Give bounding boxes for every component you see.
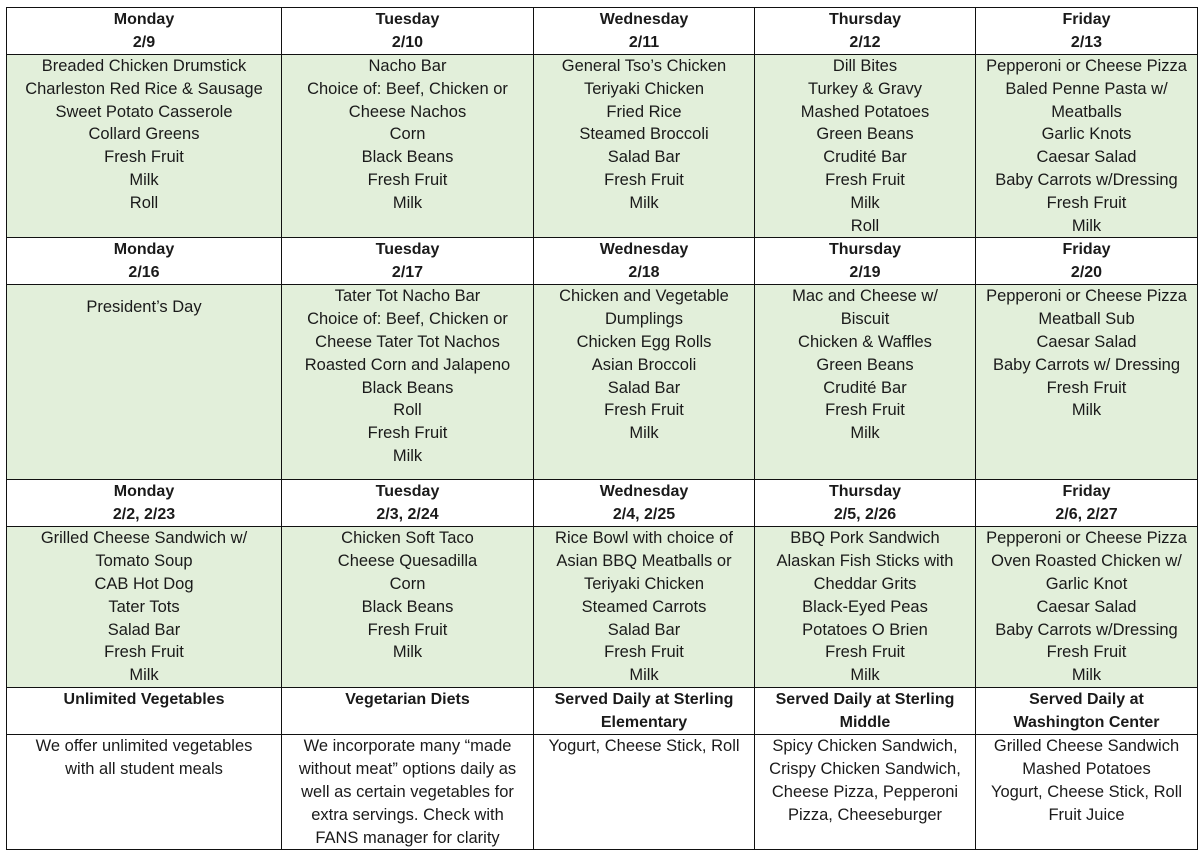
menu-items-cell — [7, 527, 282, 688]
menu-item: CAB Hot Dog — [94, 574, 194, 593]
note-line: We incorporate many “made — [303, 737, 512, 756]
day-date: 2/6, 2/27 — [1055, 505, 1118, 523]
menu-item: Oven Roasted Chicken w/ — [991, 552, 1182, 571]
menu-items-cell — [755, 285, 976, 480]
day-date: 2/10 — [391, 33, 424, 51]
menu-item: Cheese Nachos — [348, 102, 467, 121]
menu-item: Black Beans — [361, 148, 454, 167]
menu-items-cell — [282, 55, 534, 238]
menu-item: Fresh Fruit — [104, 148, 184, 167]
menu-item: Black-Eyed Peas — [802, 597, 928, 616]
menu-item: Roll — [129, 193, 159, 212]
note-title-line: Middle — [839, 713, 891, 731]
note-title-line: Elementary — [600, 713, 688, 731]
menu-item: Steamed Broccoli — [579, 125, 709, 144]
menu-item: Tater Tots — [108, 597, 180, 616]
day-header-cell — [976, 8, 1198, 55]
day-header-cell — [755, 8, 976, 55]
menu-item: Fresh Fruit — [367, 620, 448, 639]
menu-item: Milk — [629, 193, 659, 212]
day-header-row — [7, 480, 1198, 527]
menu-item: Milk — [392, 643, 423, 662]
day-header-cell — [282, 480, 534, 527]
menu-item: Meatballs — [1051, 102, 1122, 121]
menu-item: Potatoes O Brien — [802, 620, 928, 639]
day-name: Friday — [1062, 483, 1111, 501]
day-name: Wednesday — [599, 11, 689, 28]
menu-items-row — [7, 285, 1198, 480]
day-header-cell — [534, 480, 755, 527]
note-line: without meat” options daily as — [298, 760, 517, 779]
menu-item: Chicken Egg Rolls — [576, 332, 712, 351]
day-date: 2/18 — [628, 263, 660, 281]
menu-item: Milk — [1071, 216, 1102, 235]
menu-item: Fresh Fruit — [367, 170, 448, 189]
note-body-cell — [282, 735, 534, 850]
menu-item: Tater Tot Nacho Bar — [334, 287, 481, 306]
menu-item: Rice Bowl with choice of — [555, 529, 733, 548]
menu-item: Black Beans — [361, 378, 454, 397]
note-title-line: Served Daily at Sterling — [554, 691, 734, 709]
menu-item: Green Beans — [816, 355, 914, 374]
note-body-cell — [755, 735, 976, 850]
menu-item: Roasted Corn and Jalapeno — [304, 355, 511, 374]
day-header-cell — [755, 480, 976, 527]
menu-item: Pepperoni or Cheese Pizza — [986, 57, 1187, 75]
day-header-cell — [7, 480, 282, 527]
day-name: Wednesday — [599, 483, 689, 501]
menu-item: Milk — [392, 193, 423, 212]
menu-item: Milk — [129, 170, 159, 189]
menu-item: Grilled Cheese Sandwich w/ — [40, 529, 248, 548]
note-title: Unlimited Vegetables — [63, 691, 225, 709]
note-title: Vegetarian Diets — [345, 691, 470, 709]
menu-items-cell — [976, 55, 1198, 238]
menu-item: President’s Day — [86, 298, 202, 317]
day-date: 2/3, 2/24 — [376, 505, 439, 523]
menu-item: Nacho Bar — [368, 57, 447, 75]
menu-item: Dumplings — [605, 310, 683, 329]
menu-item: Corn — [389, 574, 426, 593]
menu-item: Crudité Bar — [823, 148, 907, 167]
menu-item: Meatball Sub — [1038, 310, 1135, 329]
menu-item: Milk — [1071, 401, 1102, 420]
menu-items-cell — [7, 55, 282, 238]
menu-items-cell — [7, 285, 282, 480]
day-date: 2/11 — [628, 33, 660, 51]
menu-item: Baby Carrots w/ Dressing — [992, 355, 1181, 374]
day-header-cell — [976, 238, 1198, 285]
day-date: 2/2, 2/23 — [112, 505, 176, 523]
menu-items-cell — [534, 55, 755, 238]
menu-items-cell — [282, 527, 534, 688]
day-name: Friday — [1062, 11, 1111, 28]
menu-item: Fresh Fruit — [1046, 193, 1127, 212]
menu-item: Fresh Fruit — [1046, 378, 1127, 397]
menu-items-cell — [755, 527, 976, 688]
day-header-cell — [534, 238, 755, 285]
day-name: Tuesday — [375, 241, 440, 259]
menu-item: Garlic Knots — [1041, 125, 1132, 144]
day-header-row — [7, 238, 1198, 285]
notes-body-row — [7, 735, 1198, 850]
menu-item: Chicken and Vegetable — [559, 287, 729, 306]
menu-item: Baled Penne Pasta w/ — [1005, 79, 1168, 98]
menu-item: Teriyaki Chicken — [583, 79, 705, 98]
menu-items-cell — [755, 55, 976, 238]
day-name: Monday — [113, 241, 175, 259]
menu-items-cell — [534, 527, 755, 688]
note-title-cell — [755, 688, 976, 735]
menu-item: Fresh Fruit — [1046, 643, 1127, 662]
menu-item: Baby Carrots w/Dressing — [995, 170, 1178, 189]
menu-item: Choice of: Beef, Chicken or — [307, 79, 508, 98]
note-line: FANS manager for clarity — [315, 828, 500, 847]
day-name: Thursday — [828, 241, 901, 259]
day-date: 2/5, 2/26 — [833, 505, 897, 523]
menu-items-row — [7, 55, 1198, 238]
day-date: 2/12 — [849, 33, 881, 51]
day-header-cell — [534, 8, 755, 55]
menu-items-cell — [976, 527, 1198, 688]
day-name: Thursday — [828, 483, 901, 501]
note-title-line: Served Daily at — [1029, 691, 1144, 709]
note-title-cell — [534, 688, 755, 735]
menu-item: Sweet Potato Casserole — [55, 102, 233, 121]
menu-item: Chicken & Waffles — [798, 332, 932, 351]
menu-item: Mac and Cheese w/ — [792, 287, 938, 306]
menu-item: Baby Carrots w/Dressing — [995, 620, 1178, 639]
note-line: Cheese Pizza, Pepperoni — [771, 782, 959, 801]
menu-item: Steamed Carrots — [581, 597, 707, 616]
menu-items-row — [7, 527, 1198, 688]
menu-item: Fresh Fruit — [367, 424, 448, 443]
menu-item: Black Beans — [361, 597, 454, 616]
menu-item: General Tso’s Chicken — [561, 57, 727, 75]
menu-item: Charleston Red Rice & Sausage — [25, 79, 263, 98]
menu-item: Choice of: Beef, Chicken or — [307, 310, 508, 329]
menu-item: Tomato Soup — [95, 552, 193, 571]
menu-item: Dill Bites — [832, 57, 898, 75]
menu-item: Salad Bar — [107, 620, 181, 639]
day-date: 2/13 — [1070, 33, 1103, 51]
note-title-line: Served Daily at Sterling — [775, 691, 955, 709]
day-header-cell — [755, 238, 976, 285]
menu-item: Teriyaki Chicken — [583, 574, 705, 593]
menu-item: Fresh Fruit — [604, 170, 684, 189]
note-line: Pizza, Cheeseburger — [787, 805, 943, 824]
menu-item: Biscuit — [840, 310, 890, 329]
menu-item: Caesar Salad — [1036, 332, 1137, 351]
day-name: Friday — [1062, 241, 1111, 259]
menu-item: Turkey & Gravy — [808, 79, 922, 98]
menu-item: Green Beans — [816, 125, 914, 144]
day-name: Monday — [113, 483, 175, 501]
menu-item: Fresh Fruit — [825, 401, 905, 420]
menu-item: Fresh Fruit — [104, 643, 184, 662]
note-line: Yogurt, Cheese Stick, Roll — [990, 782, 1183, 801]
menu-item: Milk — [850, 424, 880, 443]
menu-body — [7, 8, 1198, 850]
day-name: Monday — [113, 11, 175, 28]
menu-item: Milk — [129, 666, 159, 685]
menu-item: Fresh Fruit — [825, 643, 905, 662]
menu-item: Caesar Salad — [1036, 597, 1137, 616]
menu-item: Milk — [850, 193, 880, 212]
menu-item: Crudité Bar — [823, 378, 907, 397]
menu-item: Fried Rice — [606, 102, 682, 121]
day-date: 2/16 — [128, 263, 160, 281]
menu-items-cell — [976, 285, 1198, 480]
day-date: 2/19 — [849, 263, 881, 281]
note-line: Yogurt, Cheese Stick, Roll — [548, 737, 740, 756]
menu-item: Salad Bar — [607, 148, 681, 167]
note-line: We offer unlimited vegetables — [35, 737, 253, 756]
menu-item: BBQ Pork Sandwich — [790, 529, 940, 548]
note-line: well as certain vegetables for — [301, 782, 514, 801]
day-name: Wednesday — [599, 241, 689, 259]
menu-item: Collard Greens — [88, 125, 200, 144]
note-title-cell — [7, 688, 282, 735]
note-line: Fruit Juice — [1048, 805, 1125, 824]
day-header-cell — [282, 8, 534, 55]
note-line: Mashed Potatoes — [1022, 760, 1151, 779]
menu-item: Milk — [629, 666, 659, 685]
note-line: extra servings. Check with — [311, 805, 504, 824]
note-body-cell — [534, 735, 755, 850]
note-body-cell — [976, 735, 1198, 850]
menu-item: Corn — [389, 125, 426, 144]
day-header-cell — [976, 480, 1198, 527]
menu-item: Asian Broccoli — [591, 355, 697, 374]
day-name: Tuesday — [375, 483, 440, 501]
menu-item: Cheese Tater Tot Nachos — [315, 332, 500, 351]
menu-item: Caesar Salad — [1036, 148, 1137, 167]
menu-items-cell — [534, 285, 755, 480]
day-header-cell — [282, 238, 534, 285]
menu-item: Fresh Fruit — [825, 170, 905, 189]
menu-item: Mashed Potatoes — [800, 102, 930, 121]
note-title-cell — [282, 688, 534, 735]
menu-item: Cheddar Grits — [813, 574, 917, 593]
menu-item: Roll — [393, 401, 422, 420]
menu-item: Milk — [850, 666, 880, 685]
day-name: Tuesday — [375, 11, 440, 28]
lunch-menu-table — [6, 7, 1198, 850]
day-header-cell — [7, 8, 282, 55]
menu-item: Pepperoni or Cheese Pizza — [986, 287, 1187, 306]
menu-item: Garlic Knot — [1045, 574, 1128, 593]
day-date: 2/20 — [1070, 263, 1103, 281]
menu-item: Salad Bar — [607, 378, 681, 397]
note-line: Crispy Chicken Sandwich, — [769, 760, 961, 779]
day-date: 2/9 — [132, 33, 156, 51]
note-line: Spicy Chicken Sandwich, — [772, 737, 958, 756]
note-title-line: Washington Center — [1013, 713, 1160, 731]
menu-item: Breaded Chicken Drumstick — [41, 57, 247, 75]
menu-item: Chicken Soft Taco — [341, 529, 474, 548]
day-header-row — [7, 8, 1198, 55]
day-header-cell — [7, 238, 282, 285]
note-body-cell — [7, 735, 282, 850]
menu-item: Asian BBQ Meatballs or — [556, 552, 732, 571]
day-date: 2/17 — [391, 263, 424, 281]
note-line: Grilled Cheese Sandwich — [993, 737, 1180, 756]
day-date: 2/4, 2/25 — [612, 505, 676, 523]
menu-item: Milk — [629, 424, 659, 443]
menu-item: Milk — [1071, 666, 1102, 685]
menu-item: Fresh Fruit — [604, 643, 684, 662]
menu-item: Salad Bar — [607, 620, 681, 639]
menu-item: Fresh Fruit — [604, 401, 684, 420]
menu-item: Milk — [392, 446, 423, 465]
menu-item: Pepperoni or Cheese Pizza — [986, 529, 1187, 548]
notes-header-row — [7, 688, 1198, 735]
note-title-cell — [976, 688, 1198, 735]
day-name: Thursday — [828, 11, 901, 28]
menu-item: Cheese Quesadilla — [337, 552, 478, 571]
menu-items-cell — [282, 285, 534, 480]
menu-item: Alaskan Fish Sticks with — [776, 552, 954, 571]
note-line: with all student meals — [65, 760, 223, 779]
menu-item: Roll — [850, 216, 880, 235]
